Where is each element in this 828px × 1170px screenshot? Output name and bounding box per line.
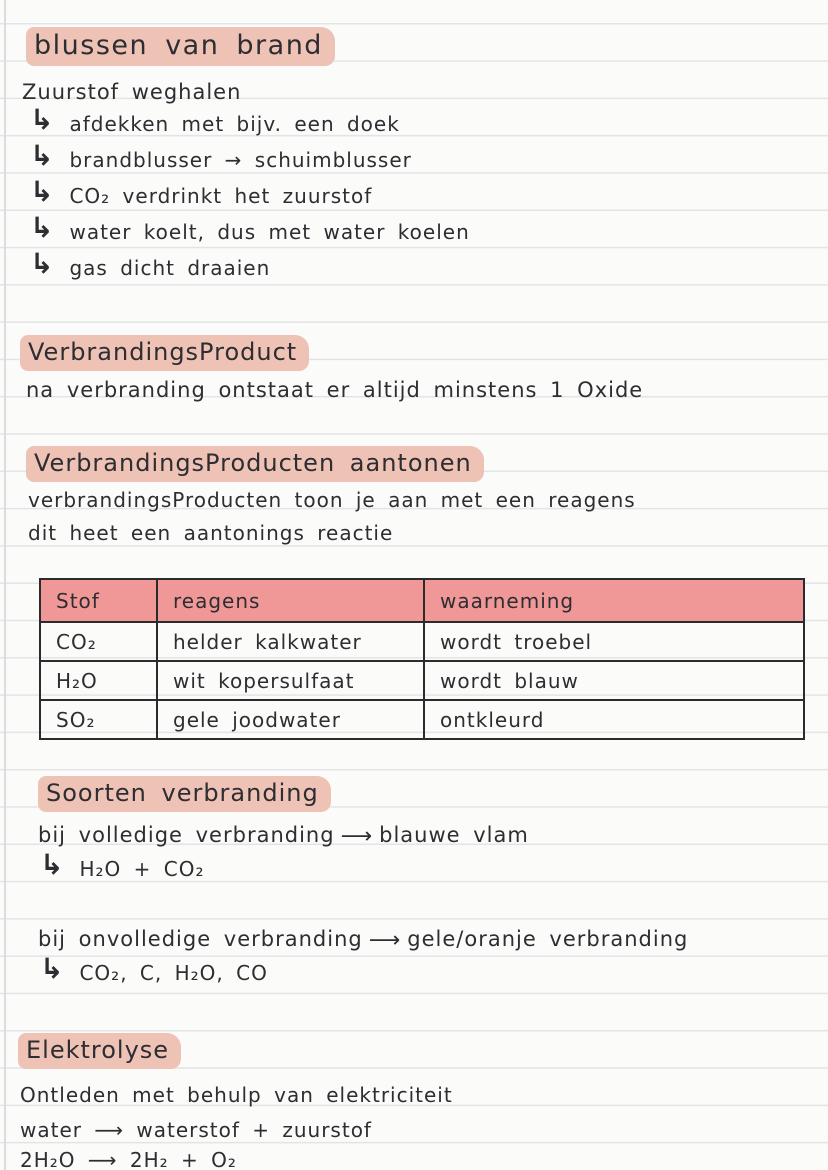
bullet-text: CO₂ verdrinkt het zuurstof: [69, 184, 373, 208]
hook-arrow-icon: ↳: [30, 139, 54, 172]
column-header-waarneming: waarneming: [424, 579, 804, 622]
bullet-afdekken: [30, 103, 400, 136]
hook-arrow-icon: ↳: [30, 247, 54, 280]
bullet-brandblusser: [30, 139, 412, 172]
elektrolyse-body: Ontleden met behulp van elektriciteit: [20, 1083, 453, 1107]
hook-arrow-icon: ↳: [30, 175, 54, 208]
hook-arrow-icon: ↳: [30, 103, 54, 136]
reagens-table-wrapper: [39, 578, 805, 740]
section-title-highlight: VerbrandingsProducten aantonen: [26, 446, 484, 482]
blussen-intro: Zuurstof weghalen: [22, 80, 242, 104]
aantonen-line1: verbrandingsProducten toon je aan met een reagens: [28, 488, 636, 512]
soorten-volledige-line: [38, 823, 529, 848]
table-cell: gele joodwater: [157, 700, 424, 739]
section-title-highlight: Elektrolyse: [18, 1033, 181, 1069]
table-cell: CO₂: [40, 622, 157, 661]
soorten-onvolledige-line: [38, 927, 688, 952]
section-aantonen-title: [26, 449, 484, 477]
elektrolyse-equation-words: water ⟶ waterstof + zuurstof: [20, 1118, 372, 1142]
bullet-co2: [30, 175, 373, 208]
table-header-row: [40, 579, 804, 622]
verbrandingsproduct-body: na verbranding ontstaat er altijd minstens 1 Oxide: [26, 378, 644, 402]
bullet-water: [30, 211, 470, 244]
onvolledige-text: bij onvolledige verbranding: [38, 927, 363, 951]
soorten-volledige-products: [40, 848, 205, 881]
section-title-highlight: Soorten verbranding: [38, 776, 331, 812]
soorten-onvolledige-products: [40, 952, 268, 985]
table-row: [40, 700, 804, 739]
aantonen-line2: dit heet een aantonings reactie: [28, 521, 394, 545]
reagens-table: [39, 578, 805, 740]
column-header-reagens: reagens: [157, 579, 424, 622]
table-cell: H₂O: [40, 661, 157, 700]
paper-edge-line: [4, 0, 6, 1170]
section-blussen-title: [26, 30, 335, 61]
products-text: H₂O + CO₂: [79, 857, 205, 881]
bullet-text: brandblusser → schuimblusser: [69, 148, 412, 172]
table-cell: ontkleurd: [424, 700, 804, 739]
section-verbrandingsproduct-title: [20, 338, 309, 366]
table-row: [40, 622, 804, 661]
table-cell: wordt troebel: [424, 622, 804, 661]
hook-arrow-icon: ↳: [40, 848, 64, 881]
right-arrow-icon: ⟶: [340, 824, 374, 849]
bullet-text: afdekken met bijv. een doek: [69, 112, 400, 136]
section-elektrolyse-title: [18, 1036, 181, 1064]
bullet-text: water koelt, dus met water koelen: [69, 220, 470, 244]
bullet-text: gas dicht draaien: [69, 256, 271, 280]
onvolledige-result: gele/oranje verbranding: [407, 927, 689, 951]
hook-arrow-icon: ↳: [30, 211, 54, 244]
elektrolyse-equation-formula: 2H₂O ⟶ 2H₂ + O₂: [20, 1148, 237, 1170]
table-cell: wit kopersulfaat: [157, 661, 424, 700]
column-header-stof: Stof: [40, 579, 157, 622]
volledige-text: bij volledige verbranding: [38, 823, 335, 847]
hook-arrow-icon: ↳: [40, 952, 64, 985]
products-text: CO₂, C, H₂O, CO: [79, 961, 268, 985]
table-cell: helder kalkwater: [157, 622, 424, 661]
table-cell: SO₂: [40, 700, 157, 739]
bullet-gas: [30, 247, 271, 280]
volledige-result: blauwe vlam: [379, 823, 529, 847]
section-title-highlight: blussen van brand: [26, 27, 335, 66]
right-arrow-icon: ⟶: [368, 928, 402, 953]
table-row: [40, 661, 804, 700]
table-cell: wordt blauw: [424, 661, 804, 700]
section-soorten-title: [38, 779, 331, 807]
section-title-highlight: VerbrandingsProduct: [20, 335, 309, 371]
